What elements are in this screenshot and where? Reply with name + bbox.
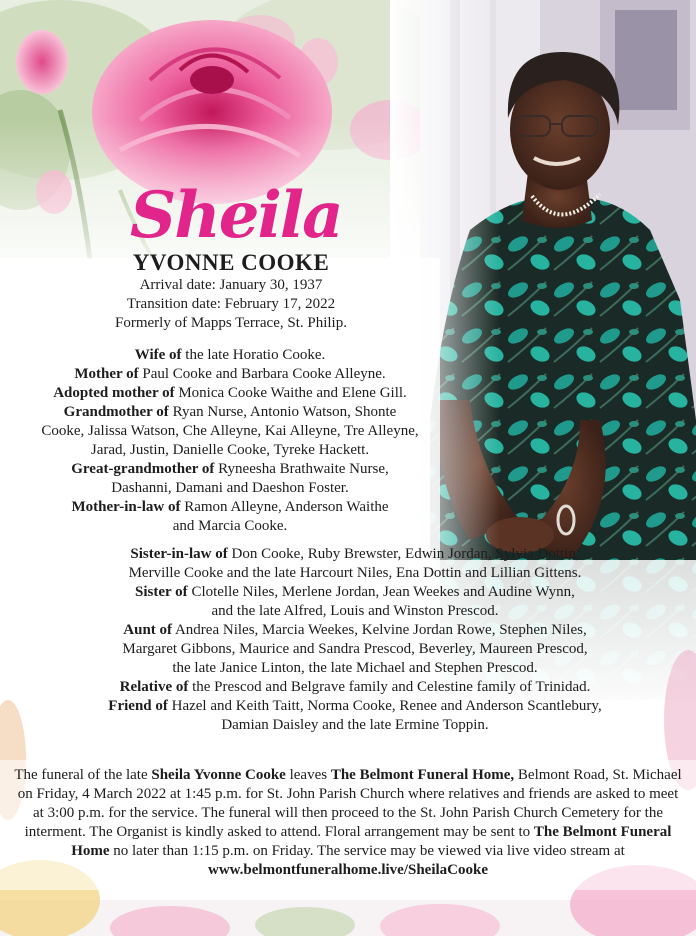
relation-adopted-mother: Adopted mother of Monica Cooke Waithe and Elene Gill. bbox=[53, 385, 407, 401]
relation-sister-in-law: Sister-in-law of Don Cooke, Ruby Brewster, Edwin Jordan, Sylvia Dottin, Merville Cooke and the late Harcourt Niles, Ena Dottin and Lillian Gittens. bbox=[128, 546, 582, 581]
arrival-date: Arrival date: January 30, 1937 bbox=[139, 277, 323, 293]
relation-friend: Friend of Hazel and Keith Taitt, Norma Cooke, Renee and Anderson Scantlebury, Damian Daisley and the late Ermine Toppin. bbox=[108, 698, 602, 733]
funeral-arrangements: The funeral of the late Sheila Yvonne Cooke leaves The Belmont Funeral Home, Belmont Road, St. Michael on Friday, 4 March 2022 at 1:45 p.m. for St. John Parish Church where relatives and friends are asked to meet at 3:00 p.m. for the service. The funeral will then proceed to the St. John Parish Church Cemetery for the interment. The Organist is kindly asked to attend. Floral arrangement may be sent to The Belmont Funeral Home no later than 1:15 p.m. on Friday. The service may be viewed via live video stream at www.belmontfuneralhome.live/SheilaCooke bbox=[14, 767, 682, 878]
relation-great-grandmother: Great-grandmother of Ryneesha Brathwaite Nurse, Dashanni, Damani and Daeshon Foster. bbox=[71, 461, 389, 496]
formerly-of: Formerly of Mapps Terrace, St. Philip. bbox=[115, 315, 347, 331]
relation-grandmother: Grandmother of Ryan Nurse, Antonio Watson, Shonte Cooke, Jalissa Watson, Che Alleyne, Kai Alleyne, Tre Alleyne, Jarad, Justin, Danielle Cooke, Tyreke Hackett. bbox=[41, 404, 419, 458]
surname-heading: YVONNE COOKE bbox=[132, 250, 330, 275]
funeral-home-name: The Belmont Funeral Home, bbox=[330, 767, 515, 783]
relation-aunt: Aunt of Andrea Niles, Marcia Weekes, Kelvine Jordan Rowe, Stephen Niles, Margaret Gibbons, Maurice and Sandra Prescod, Beverley, Maureen Prescod, the late Janice Linton, the late Michael and Stephen Prescod. bbox=[122, 622, 588, 676]
first-name-script: Sheila bbox=[130, 178, 342, 253]
relation-wife: Wife of the late Horatio Cooke. bbox=[134, 347, 326, 363]
funeral-home-name-2: The Belmont Funeral Home bbox=[71, 824, 672, 859]
relation-relative: Relative of the Prescod and Belgrave family and Celestine family of Trinidad. bbox=[119, 679, 591, 695]
deceased-name: Sheila Yvonne Cooke bbox=[151, 767, 286, 783]
relation-mother: Mother of Paul Cooke and Barbara Cooke Alleyne. bbox=[74, 366, 386, 382]
transition-date: Transition date: February 17, 2022 bbox=[126, 296, 336, 312]
relation-mother-in-law: Mother-in-law of Ramon Alleyne, Anderson Waithe and Marcia Cooke. bbox=[71, 499, 389, 534]
relation-sister: Sister of Clotelle Niles, Merlene Jordan, Jean Weekes and Audine Wynn, and the late Alfred, Louis and Winston Prescod. bbox=[135, 584, 575, 619]
live-stream-link[interactable]: www.belmontfuneralhome.live/SheilaCooke bbox=[208, 862, 488, 878]
